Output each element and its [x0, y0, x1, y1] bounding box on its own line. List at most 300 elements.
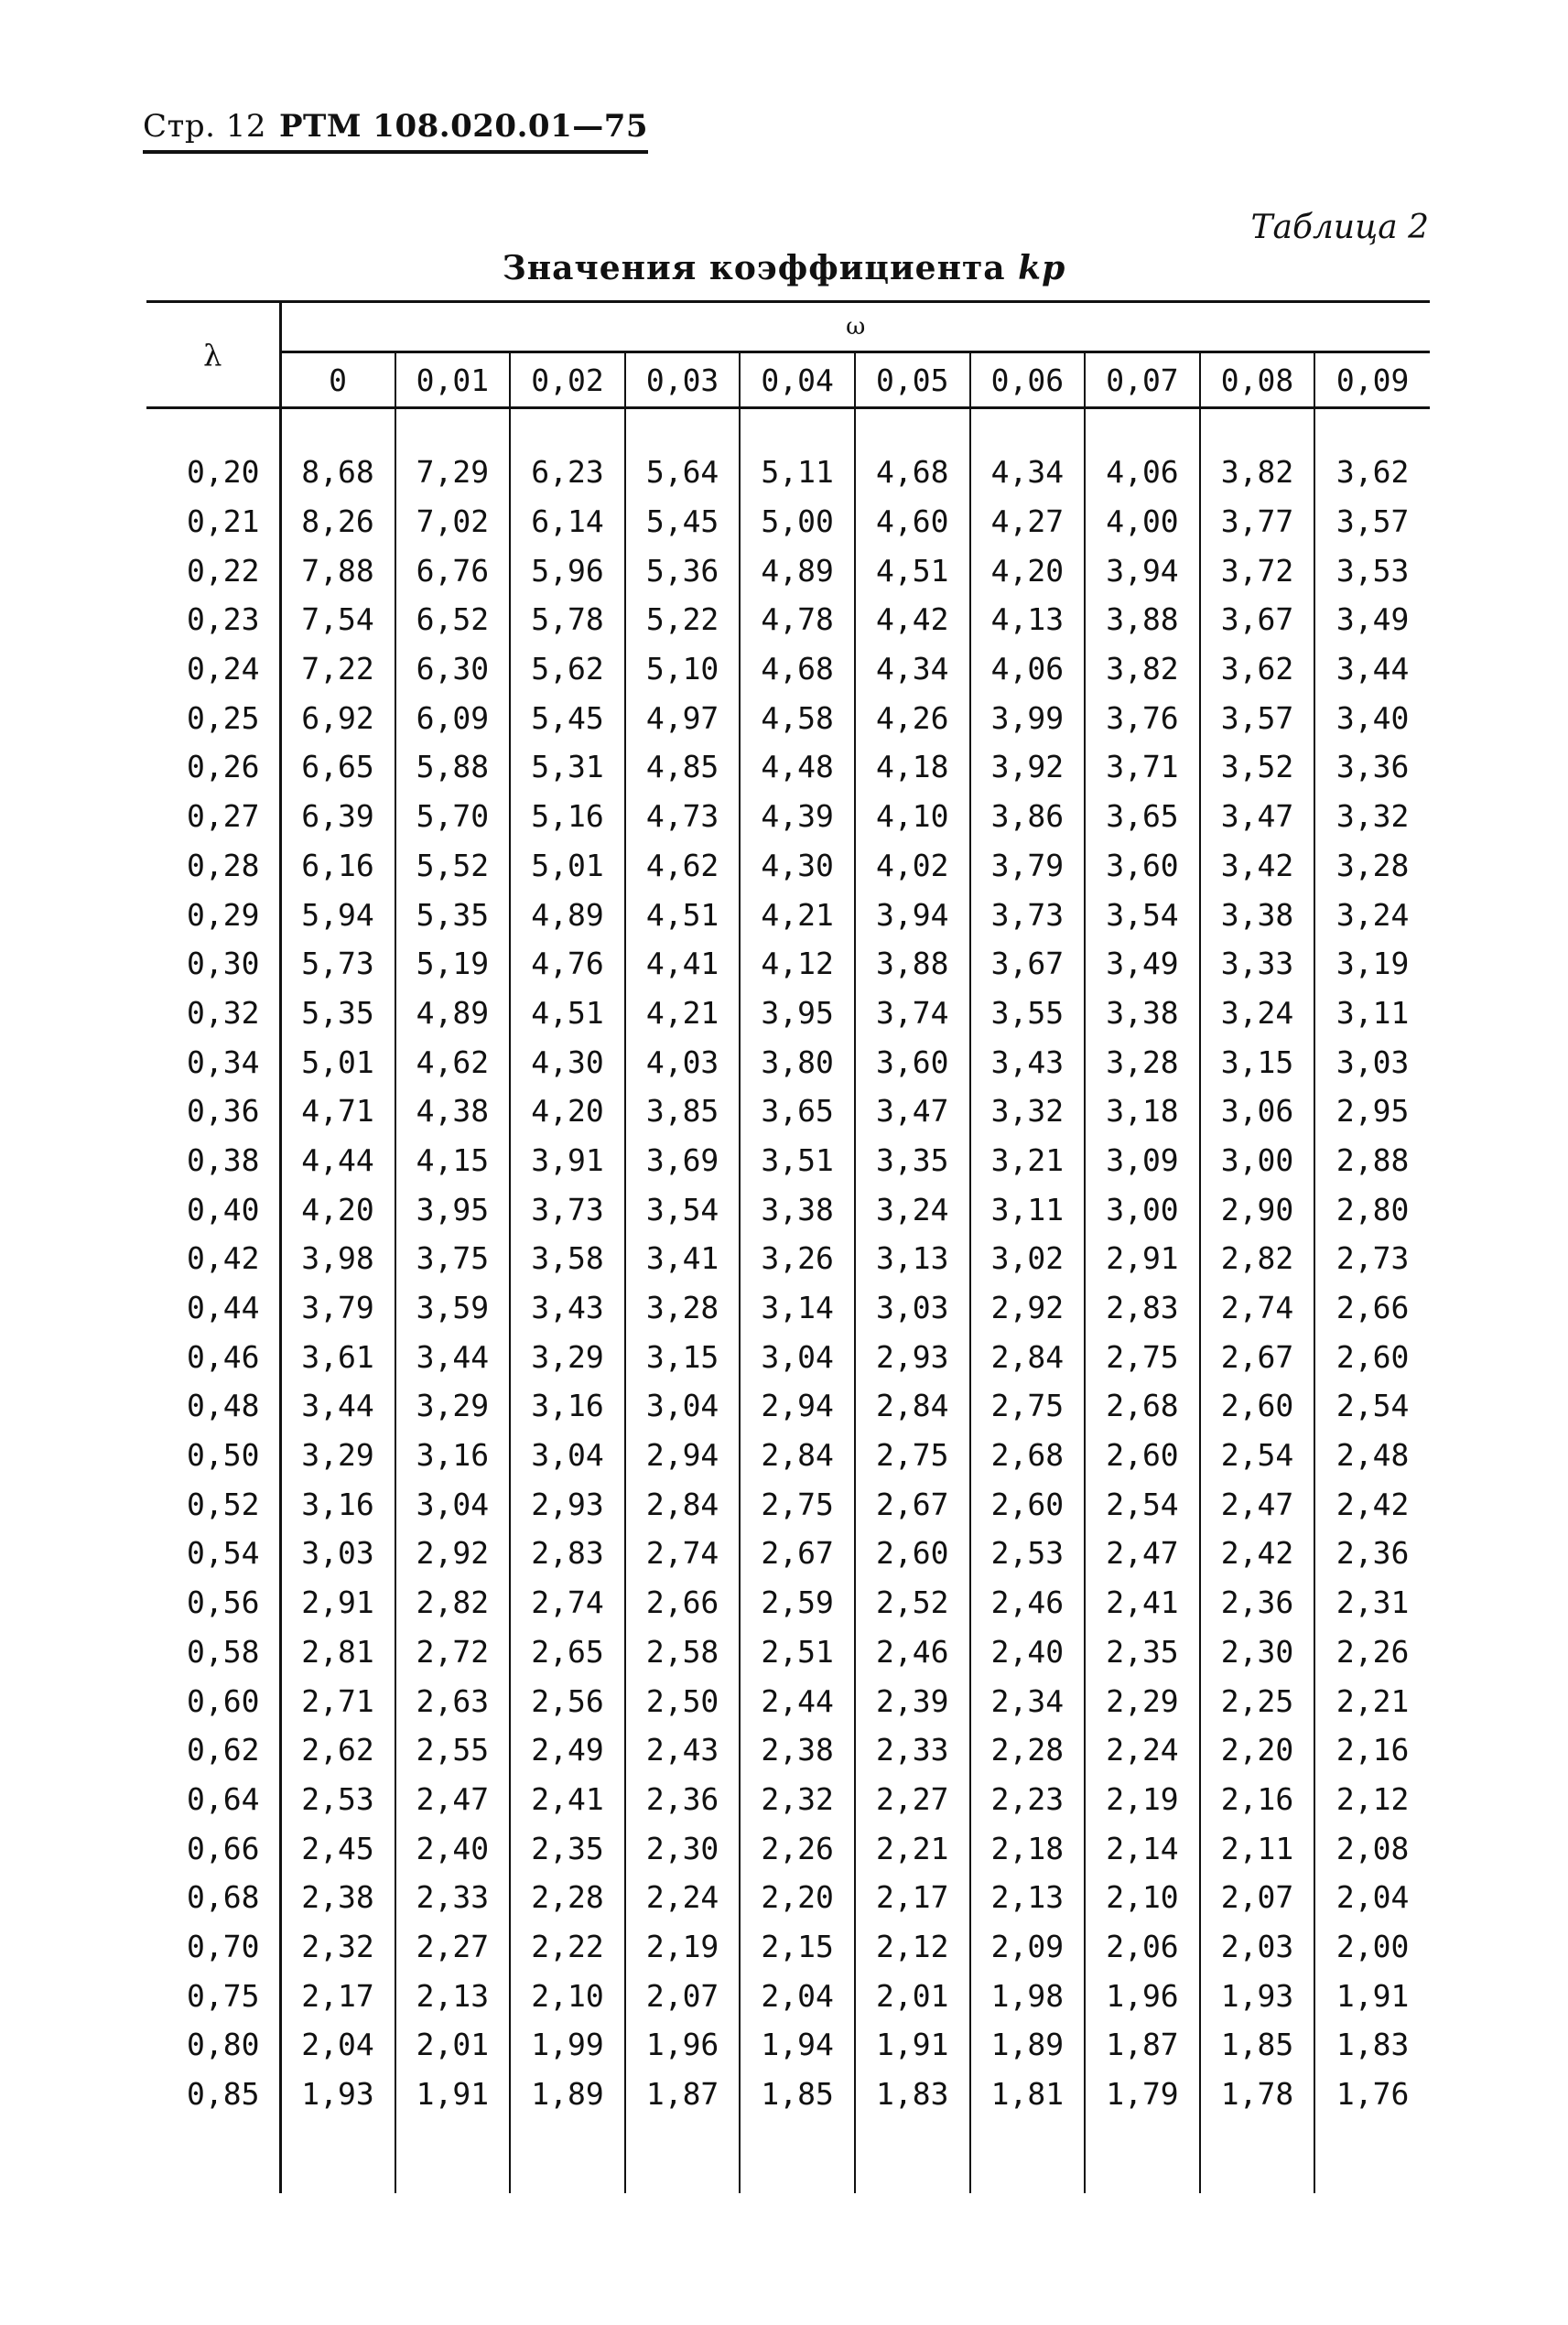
kp-value-cell: 2,35 — [1085, 1628, 1200, 1677]
kp-value-cell: 2,68 — [1085, 1381, 1200, 1431]
kp-value-cell: 2,83 — [1085, 1283, 1200, 1333]
kp-value-cell: 3,28 — [625, 1283, 741, 1333]
kp-value-cell: 2,74 — [625, 1529, 741, 1578]
kp-value-cell: 3,14 — [740, 1283, 855, 1333]
kp-value-cell: 2,36 — [1314, 1529, 1430, 1578]
kp-value-cell: 5,96 — [510, 546, 625, 595]
kp-value-cell: 3,15 — [1200, 1037, 1315, 1087]
kp-value-cell: 2,28 — [510, 1873, 625, 1922]
lambda-value: 0,64 — [146, 1775, 280, 1824]
kp-value-cell: 4,00 — [1085, 497, 1200, 546]
kp-value-cell: 3,62 — [1200, 644, 1315, 694]
kp-value-cell: 2,75 — [855, 1431, 970, 1480]
kp-value-cell: 2,47 — [1200, 1479, 1315, 1529]
kp-value-cell: 3,62 — [1314, 448, 1430, 497]
kp-value-cell: 2,71 — [301, 1682, 374, 1719]
kp-value-cell: 2,04 — [1314, 1873, 1430, 1922]
lambda-value: 0,60 — [146, 1676, 280, 1725]
kp-value-cell: 2,60 — [1314, 1332, 1430, 1381]
kp-value-cell: 2,84 — [855, 1381, 970, 1431]
table-row — [146, 742, 1430, 792]
kp-value-cell: 2,11 — [1200, 1823, 1315, 1873]
kp-value-cell: 4,71 — [301, 1093, 374, 1130]
kp-value-cell: 3,04 — [510, 1431, 625, 1480]
kp-value-cell: 2,84 — [740, 1431, 855, 1480]
kp-value-cell: 2,25 — [1200, 1676, 1315, 1725]
kp-value-cell: 3,54 — [625, 1184, 741, 1234]
kp-value-cell: 2,10 — [510, 1971, 625, 2020]
table-row — [146, 644, 1430, 694]
table-row — [146, 1823, 1430, 1873]
lambda-value: 0,80 — [146, 2020, 280, 2070]
kp-value-cell: 2,94 — [625, 1431, 741, 1480]
kp-value-cell: 4,30 — [510, 1037, 625, 1087]
kp-value-cell: 5,88 — [395, 742, 511, 792]
kp-value-cell: 1,76 — [1314, 2070, 1430, 2119]
kp-value-cell: 2,01 — [395, 2020, 511, 2070]
kp-value-cell: 3,13 — [855, 1234, 970, 1283]
kp-value-cell: 3,40 — [1314, 693, 1430, 742]
kp-value-cell: 6,30 — [395, 644, 511, 694]
kp-value-cell: 3,00 — [1200, 1136, 1315, 1185]
kp-value-cell: 2,27 — [855, 1775, 970, 1824]
kp-value-cell: 4,68 — [855, 448, 970, 497]
kp-value-cell: 4,21 — [625, 989, 741, 1038]
kp-value-cell: 2,38 — [301, 1879, 374, 1916]
kp-value-cell: 4,27 — [970, 497, 1086, 546]
kp-value-cell: 2,84 — [625, 1479, 741, 1529]
document-code: РТМ 108.020.01—75 — [278, 108, 649, 145]
kp-value-cell: 3,73 — [510, 1184, 625, 1234]
kp-value-cell: 2,04 — [301, 2027, 374, 2063]
kp-value-cell: 1,83 — [855, 2070, 970, 2119]
kp-value-cell: 2,01 — [855, 1971, 970, 2020]
table-row — [146, 1676, 1430, 1725]
kp-value-cell: 4,26 — [855, 693, 970, 742]
kp-value-cell: 2,20 — [740, 1873, 855, 1922]
kp-value-cell: 4,89 — [510, 890, 625, 939]
kp-value-cell: 2,94 — [740, 1381, 855, 1431]
kp-value-cell: 4,18 — [855, 742, 970, 792]
kp-value-cell: 3,99 — [970, 693, 1086, 742]
kp-value-cell: 2,13 — [970, 1873, 1086, 1922]
table-row — [146, 1922, 1430, 1972]
table-title-text: Значения коэффициента — [502, 249, 1006, 287]
kp-value-cell: 2,45 — [301, 1830, 374, 1866]
kp-value-cell: 3,73 — [970, 890, 1086, 939]
kp-value-cell: 2,60 — [970, 1479, 1086, 1529]
kp-value-cell: 2,65 — [510, 1628, 625, 1677]
kp-value-cell: 3,57 — [1314, 497, 1430, 546]
kp-value-cell: 2,35 — [510, 1823, 625, 1873]
kp-value-cell: 2,09 — [970, 1922, 1086, 1972]
kp-value-cell: 2,30 — [1200, 1628, 1315, 1677]
kp-value-cell: 3,16 — [395, 1431, 511, 1480]
kp-value-cell: 2,39 — [855, 1676, 970, 1725]
lambda-value: 0,28 — [146, 841, 280, 891]
kp-value-cell: 3,44 — [395, 1332, 511, 1381]
table-row — [146, 2070, 1430, 2119]
kp-value-cell: 3,57 — [1200, 693, 1315, 742]
kp-value-cell: 3,94 — [855, 890, 970, 939]
kp-value-cell: 2,74 — [1200, 1283, 1315, 1333]
kp-value-cell: 2,82 — [395, 1578, 511, 1628]
kp-value-cell: 1,93 — [301, 2076, 374, 2113]
kp-value-cell: 1,83 — [1314, 2020, 1430, 2070]
lambda-value: 0,50 — [146, 1431, 280, 1480]
lambda-value: 0,22 — [146, 546, 280, 595]
kp-value-cell: 4,51 — [510, 989, 625, 1038]
kp-value-cell: 3,79 — [970, 841, 1086, 891]
kp-value-cell: 7,29 — [395, 448, 511, 497]
kp-value-cell: 2,34 — [970, 1676, 1086, 1725]
table-row — [146, 546, 1430, 595]
kp-value-cell: 4,06 — [1085, 448, 1200, 497]
kp-value-cell: 6,39 — [301, 798, 374, 835]
kp-value-cell: 2,58 — [625, 1628, 741, 1677]
lambda-value: 0,85 — [146, 2070, 280, 2119]
kp-value-cell: 2,15 — [740, 1922, 855, 1972]
table-row — [146, 1037, 1430, 1087]
lambda-value: 0,34 — [146, 1037, 280, 1087]
lambda-value: 0,26 — [146, 742, 280, 792]
kp-value-cell: 2,48 — [1314, 1431, 1430, 1480]
kp-value-cell: 4,13 — [970, 595, 1086, 644]
kp-value-cell: 3,21 — [970, 1136, 1086, 1185]
kp-value-cell: 3,82 — [1200, 448, 1315, 497]
kp-value-cell: 4,30 — [740, 841, 855, 891]
kp-value-cell: 3,94 — [1085, 546, 1200, 595]
kp-value-cell: 4,51 — [855, 546, 970, 595]
kp-value-cell: 6,09 — [395, 693, 511, 742]
table-row — [146, 595, 1430, 644]
kp-value-cell: 3,38 — [1085, 989, 1200, 1038]
kp-value-cell: 3,49 — [1085, 939, 1200, 989]
kp-value-cell: 1,91 — [855, 2020, 970, 2070]
kp-value-cell: 4,58 — [740, 693, 855, 742]
kp-value-cell: 3,67 — [970, 939, 1086, 989]
kp-value-cell: 2,67 — [1200, 1332, 1315, 1381]
kp-value-cell: 3,86 — [970, 792, 1086, 841]
kp-value-cell: 6,76 — [395, 546, 511, 595]
lambda-value: 0,66 — [146, 1823, 280, 1873]
kp-value-cell: 2,92 — [970, 1283, 1086, 1333]
table-row — [146, 1381, 1430, 1431]
kp-value-cell: 5,35 — [395, 890, 511, 939]
kp-value-cell: 1,96 — [625, 2020, 741, 2070]
kp-value-cell: 3,49 — [1314, 595, 1430, 644]
kp-value-cell: 2,03 — [1200, 1922, 1315, 1972]
kp-value-cell: 2,19 — [1085, 1775, 1200, 1824]
kp-value-cell: 8,26 — [301, 503, 374, 540]
kp-value-cell: 3,52 — [1200, 742, 1315, 792]
kp-value-cell: 5,22 — [625, 595, 741, 644]
lambda-value: 0,20 — [146, 448, 280, 497]
lambda-value: 0,30 — [146, 939, 280, 989]
kp-value-cell: 1,79 — [1085, 2070, 1200, 2119]
kp-value-cell: 5,73 — [301, 946, 374, 982]
kp-value-cell: 3,29 — [395, 1381, 511, 1431]
kp-value-cell: 3,04 — [395, 1479, 511, 1529]
kp-value-cell: 3,47 — [855, 1087, 970, 1136]
kp-value-cell: 2,74 — [510, 1578, 625, 1628]
kp-value-cell: 5,19 — [395, 939, 511, 989]
kp-value-cell: 3,79 — [301, 1290, 374, 1326]
kp-value-cell: 2,55 — [395, 1725, 511, 1775]
kp-value-cell: 1,91 — [395, 2070, 511, 2119]
kp-value-cell: 4,38 — [395, 1087, 511, 1136]
table-row — [146, 693, 1430, 742]
kp-value-cell: 3,41 — [625, 1234, 741, 1283]
kp-value-cell: 3,77 — [1200, 497, 1315, 546]
lambda-value: 0,46 — [146, 1332, 280, 1381]
kp-value-cell: 4,02 — [855, 841, 970, 891]
omega-column-header: 0,08 — [1200, 352, 1315, 408]
kp-value-cell: 3,38 — [740, 1184, 855, 1234]
table-row — [146, 1431, 1430, 1480]
kp-value-cell: 2,26 — [740, 1823, 855, 1873]
lambda-value: 0,32 — [146, 989, 280, 1038]
kp-value-cell: 2,06 — [1085, 1922, 1200, 1972]
kp-value-cell: 3,24 — [855, 1184, 970, 1234]
kp-value-cell: 5,94 — [301, 896, 374, 933]
kp-value-cell: 3,29 — [510, 1332, 625, 1381]
kp-value-cell: 2,41 — [510, 1775, 625, 1824]
table-spacer-row — [146, 408, 1430, 449]
kp-value-cell: 2,19 — [625, 1922, 741, 1972]
kp-value-cell: 2,41 — [1085, 1578, 1200, 1628]
kp-value-cell: 6,14 — [510, 497, 625, 546]
kp-value-cell: 7,02 — [395, 497, 511, 546]
omega-column-header: 0,09 — [1314, 352, 1430, 408]
kp-value-cell: 6,23 — [510, 448, 625, 497]
lambda-value: 0,52 — [146, 1479, 280, 1529]
kp-value-cell: 2,52 — [855, 1578, 970, 1628]
kp-value-cell: 2,62 — [301, 1732, 374, 1768]
table-row — [146, 1725, 1430, 1775]
kp-value-cell: 4,60 — [855, 497, 970, 546]
kp-value-cell: 2,88 — [1314, 1136, 1430, 1185]
kp-value-cell: 2,73 — [1314, 1234, 1430, 1283]
kp-value-cell: 3,42 — [1200, 841, 1315, 891]
kp-value-cell: 2,93 — [855, 1332, 970, 1381]
kp-value-cell: 6,16 — [301, 847, 374, 883]
kp-value-cell: 2,66 — [1314, 1283, 1430, 1333]
kp-value-cell: 2,13 — [395, 1971, 511, 2020]
lambda-value: 0,27 — [146, 792, 280, 841]
kp-value-cell: 2,32 — [301, 1928, 374, 1964]
kp-value-cell: 4,89 — [395, 989, 511, 1038]
lambda-value: 0,58 — [146, 1628, 280, 1677]
kp-value-cell: 3,76 — [1085, 693, 1200, 742]
kp-value-cell: 3,88 — [855, 939, 970, 989]
kp-value-cell: 3,11 — [1314, 989, 1430, 1038]
kp-value-cell: 3,95 — [740, 989, 855, 1038]
kp-value-cell: 2,12 — [855, 1922, 970, 1972]
kp-value-cell: 3,69 — [625, 1136, 741, 1185]
kp-value-cell: 2,38 — [740, 1725, 855, 1775]
kp-value-cell: 4,10 — [855, 792, 970, 841]
kp-value-cell: 2,68 — [970, 1431, 1086, 1480]
kp-value-cell: 3,72 — [1200, 546, 1315, 595]
omega-header: ω — [280, 302, 1430, 352]
kp-value-cell: 1,94 — [740, 2020, 855, 2070]
lambda-value: 0,75 — [146, 1971, 280, 2020]
kp-value-cell: 2,29 — [1085, 1676, 1200, 1725]
omega-column-header: 0,01 — [395, 352, 511, 408]
omega-column-header: 0,07 — [1085, 352, 1200, 408]
kp-value-cell: 3,32 — [970, 1087, 1086, 1136]
kp-value-cell: 4,15 — [395, 1136, 511, 1185]
kp-value-cell: 2,00 — [1314, 1922, 1430, 1972]
kp-value-cell: 5,00 — [740, 497, 855, 546]
kp-value-cell: 3,43 — [510, 1283, 625, 1333]
kp-value-cell: 2,46 — [970, 1578, 1086, 1628]
kp-value-cell: 2,36 — [625, 1775, 741, 1824]
kp-value-cell: 5,31 — [510, 742, 625, 792]
kp-value-cell: 4,20 — [510, 1087, 625, 1136]
kp-value-cell: 3,04 — [625, 1381, 741, 1431]
kp-value-cell: 2,60 — [1200, 1381, 1315, 1431]
omega-column-header: 0 — [280, 352, 395, 408]
kp-value-cell: 4,89 — [740, 546, 855, 595]
kp-value-cell: 5,52 — [395, 841, 511, 891]
kp-value-cell: 2,30 — [625, 1823, 741, 1873]
kp-value-cell: 2,42 — [1314, 1479, 1430, 1529]
kp-value-cell: 2,44 — [740, 1676, 855, 1725]
kp-value-cell: 2,42 — [1200, 1529, 1315, 1578]
kp-value-cell: 2,21 — [855, 1823, 970, 1873]
lambda-value: 0,42 — [146, 1234, 280, 1283]
kp-value-cell: 3,11 — [970, 1184, 1086, 1234]
lambda-value: 0,25 — [146, 693, 280, 742]
kp-value-cell: 2,20 — [1200, 1725, 1315, 1775]
kp-value-cell: 2,47 — [1085, 1529, 1200, 1578]
kp-value-cell: 2,75 — [740, 1479, 855, 1529]
kp-value-cell: 2,54 — [1085, 1479, 1200, 1529]
kp-value-cell: 5,16 — [510, 792, 625, 841]
kp-value-cell: 2,59 — [740, 1578, 855, 1628]
kp-value-cell: 3,58 — [510, 1234, 625, 1283]
kp-value-cell: 2,40 — [395, 1823, 511, 1873]
kp-value-cell: 3,82 — [1085, 644, 1200, 694]
kp-value-cell: 2,14 — [1085, 1823, 1200, 1873]
lambda-value: 0,36 — [146, 1087, 280, 1136]
kp-value-cell: 3,65 — [1085, 792, 1200, 841]
kp-value-cell: 2,75 — [1085, 1332, 1200, 1381]
kp-value-cell: 1,89 — [970, 2020, 1086, 2070]
table-row — [146, 1971, 1430, 2020]
lambda-value: 0,24 — [146, 644, 280, 694]
kp-value-cell: 5,11 — [740, 448, 855, 497]
kp-value-cell: 3,26 — [740, 1234, 855, 1283]
kp-value-cell: 4,34 — [855, 644, 970, 694]
omega-column-header: 0,02 — [510, 352, 625, 408]
kp-value-cell: 4,44 — [301, 1141, 374, 1178]
kp-value-cell: 3,06 — [1200, 1087, 1315, 1136]
kp-value-cell: 3,91 — [510, 1136, 625, 1185]
kp-value-cell: 4,48 — [740, 742, 855, 792]
table-row — [146, 1775, 1430, 1824]
kp-value-cell: 4,62 — [625, 841, 741, 891]
kp-value-cell: 3,29 — [301, 1437, 374, 1474]
kp-value-cell: 3,43 — [970, 1037, 1086, 1087]
kp-value-cell: 2,93 — [510, 1479, 625, 1529]
kp-value-cell: 1,78 — [1200, 2070, 1315, 2119]
kp-value-cell: 3,03 — [855, 1283, 970, 1333]
kp-value-cell: 4,51 — [625, 890, 741, 939]
kp-value-cell: 3,28 — [1314, 841, 1430, 891]
kp-value-cell: 6,65 — [301, 749, 374, 785]
kp-value-cell: 3,02 — [970, 1234, 1086, 1283]
kp-value-cell: 2,07 — [625, 1971, 741, 2020]
kp-value-cell: 2,75 — [970, 1381, 1086, 1431]
kp-value-cell: 2,10 — [1085, 1873, 1200, 1922]
kp-value-cell: 4,12 — [740, 939, 855, 989]
kp-value-cell: 2,31 — [1314, 1578, 1430, 1628]
kp-value-cell: 3,24 — [1200, 989, 1315, 1038]
kp-value-cell: 2,83 — [510, 1529, 625, 1578]
kp-value-cell: 3,16 — [510, 1381, 625, 1431]
table-row — [146, 1332, 1430, 1381]
kp-value-cell: 2,12 — [1314, 1775, 1430, 1824]
kp-value-cell: 4,42 — [855, 595, 970, 644]
kp-value-cell: 2,23 — [970, 1775, 1086, 1824]
kp-value-cell: 3,03 — [301, 1535, 374, 1572]
kp-value-cell: 2,60 — [1085, 1431, 1200, 1480]
kp-value-cell: 4,76 — [510, 939, 625, 989]
omega-column-header: 0,05 — [855, 352, 970, 408]
kp-value-cell: 3,03 — [1314, 1037, 1430, 1087]
table-row — [146, 1184, 1430, 1234]
lambda-value: 0,48 — [146, 1381, 280, 1431]
table-row — [146, 1529, 1430, 1578]
table-row — [146, 989, 1430, 1038]
table-row — [146, 448, 1430, 497]
kp-value-cell: 3,38 — [1200, 890, 1315, 939]
kp-value-cell: 2,46 — [855, 1628, 970, 1677]
kp-value-cell: 1,93 — [1200, 1971, 1315, 2020]
kp-value-cell: 3,55 — [970, 989, 1086, 1038]
kp-value-cell: 2,91 — [301, 1584, 374, 1621]
kp-value-cell: 2,36 — [1200, 1578, 1315, 1628]
kp-value-cell: 2,72 — [395, 1628, 511, 1677]
kp-value-cell: 2,63 — [395, 1676, 511, 1725]
kp-value-cell: 1,96 — [1085, 1971, 1200, 2020]
kp-value-cell: 3,53 — [1314, 546, 1430, 595]
table-row — [146, 1479, 1430, 1529]
kp-value-cell: 2,81 — [301, 1633, 374, 1670]
kp-value-cell: 3,18 — [1085, 1087, 1200, 1136]
kp-value-cell: 2,17 — [855, 1873, 970, 1922]
kp-value-cell: 3,00 — [1085, 1184, 1200, 1234]
kp-value-cell: 2,32 — [740, 1775, 855, 1824]
kp-value-cell: 2,54 — [1314, 1381, 1430, 1431]
kp-value-cell: 5,70 — [395, 792, 511, 841]
kp-value-cell: 5,64 — [625, 448, 741, 497]
kp-value-cell: 4,20 — [970, 546, 1086, 595]
kp-value-cell: 5,62 — [510, 644, 625, 694]
kp-value-cell: 2,56 — [510, 1676, 625, 1725]
kp-value-cell: 1,91 — [1314, 1971, 1430, 2020]
kp-value-cell: 2,84 — [970, 1332, 1086, 1381]
kp-value-cell: 4,34 — [970, 448, 1086, 497]
kp-value-cell: 3,71 — [1085, 742, 1200, 792]
kp-value-cell: 2,28 — [970, 1725, 1086, 1775]
lambda-value: 0,23 — [146, 595, 280, 644]
kp-value-cell: 4,97 — [625, 693, 741, 742]
kp-value-cell: 1,87 — [625, 2070, 741, 2119]
